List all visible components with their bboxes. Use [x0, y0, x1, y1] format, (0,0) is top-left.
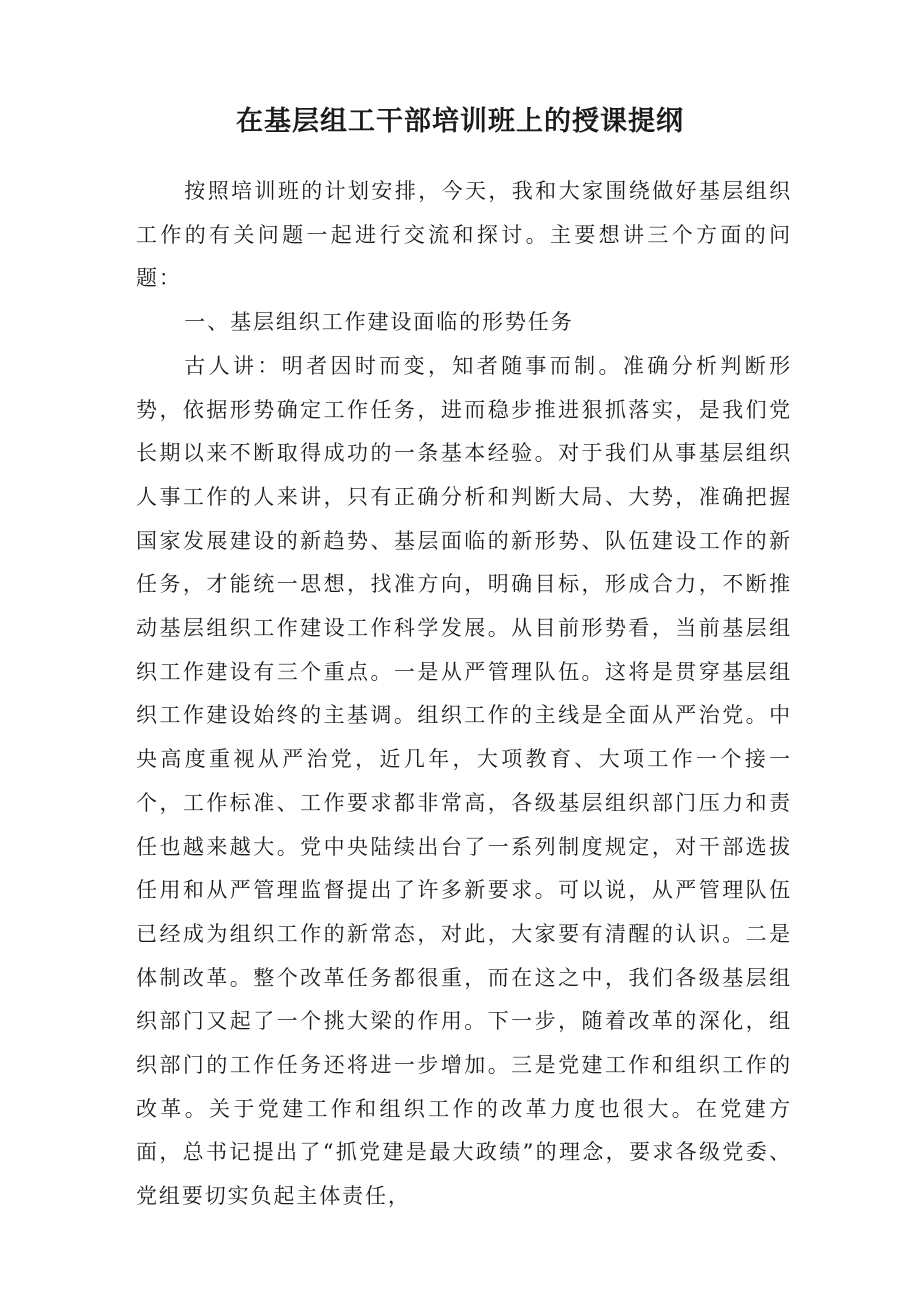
- section-1-body-paragraph: 古人讲：明者因时而变，知者随事而制。准确分析判断形势，依据形势确定工作任务，进而稳步推进狠抓落实，是我们党长期以来不断取得成功的一条基本经验。对于我们从事基层组织人事工作的人来讲，只有正确分析和判断大局、大势，准确把握国家发展建设的新趋势、基层面临的新形势、队伍建设工作的新任务，才能统一思想，找准方向，明确目标，形成合力，不断推动基层组织工作建设工作科学发展。从目前形势看，当前基层组织工作建设有三个重点。一是从严管理队伍。这将是贯穿基层组织工作建设始终的主基调。组织工作的主线是全面从严治党。中央高度重视从严治党，近几年，大项教育、大项工作一个接一个，工作标准、工作要求都非常高，各级基层组织部门压力和责任也越来越大。党中央陆续出台了一系列制度规定，对干部选拔任用和从严管理监督提出了许多新要求。可以说，从严管理队伍已经成为组织工作的新常态，对此，大家要有清醒的认识。二是体制改革。整个改革任务都很重，而在这之中，我们各级基层组织部门又起了一个挑大梁的作用。下一步，随着改革的深化，组织部门的工作任务还将进一步增加。三是党建工作和组织工作的改革。关于党建工作和组织工作的改革力度也很大。在党建方面，总书记提出了“抓党建是最大政绩”的理念，要求各级党委、党组要切实负起主体责任，: [136, 353, 792, 1209]
- document-title: 在基层组工干部培训班上的授课提纲: [236, 106, 684, 137]
- document-body: [136, 170, 792, 1219]
- intro-paragraph: 按照培训班的计划安排，今天，我和大家围绕做好基层组织工作的有关问题一起进行交流和探讨。主要想讲三个方面的问题：: [136, 179, 792, 291]
- section-1-heading: 一、基层组织工作建设面临的形势任务: [184, 310, 574, 335]
